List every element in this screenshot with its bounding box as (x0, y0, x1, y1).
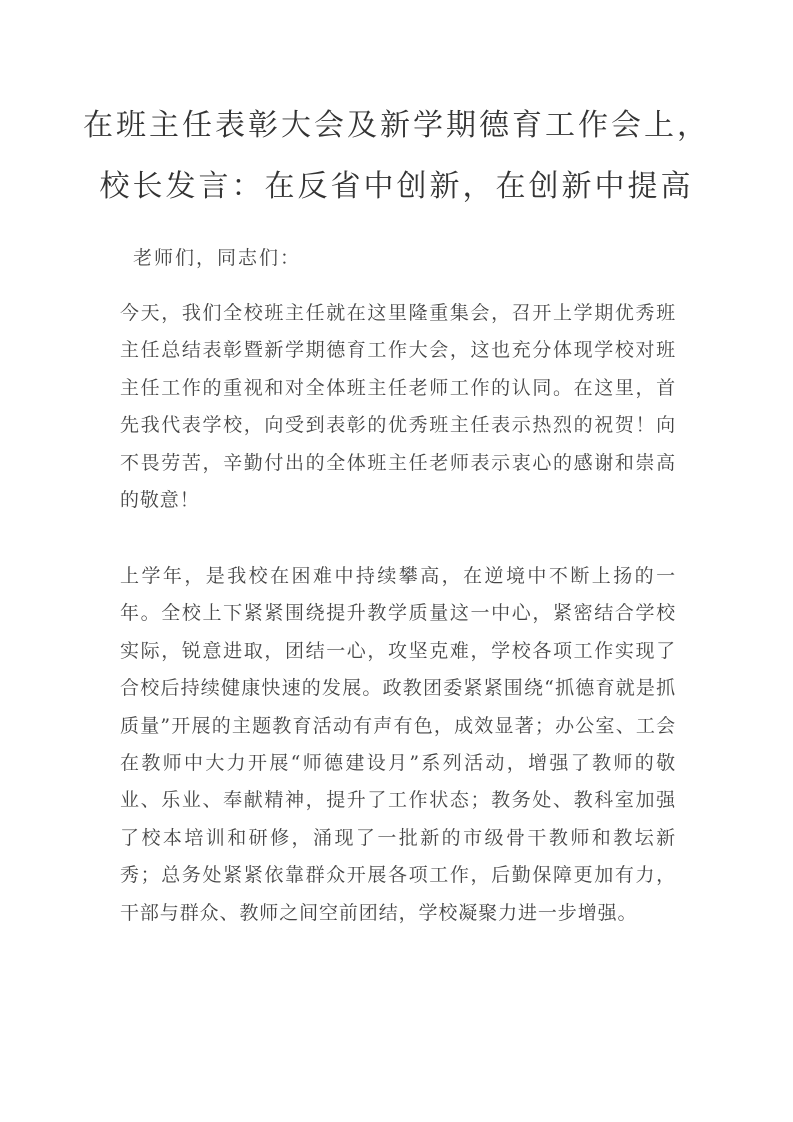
salutation: 老师们，同志们： (133, 247, 302, 269)
paragraph-2: 上学年，是我校在困难中持续攀高，在逆境中不断上扬的一年。全校上下紧紧围绕提升教学质量这一中心，紧密结合学校实际，锐意进取，团结一心，攻坚克难，学校各项工作实现了合校后持续健康快速的发展。政教团委紧紧围绕“抓德育就是抓质量”开展的主题教育活动有声有色，成效显著；办公室、工会在教师中大力开展“师德建设月”系列活动，增强了教师的敬业、乐业、奉献精神，提升了工作状态；教务处、教科室加强了校本培训和研修，涌现了一批新的市级骨干教师和教坛新秀；总务处紧紧依靠群众开展各项工作，后勤保障更加有力，干部与群众、教师之间空前团结，学校凝聚力进一步增强。 (120, 565, 676, 924)
paragraph-1: 今天，我们全校班主任就在这里隆重集会，召开上学期优秀班主任总结表彰暨新学期德育工作大会，这也充分体现学校对班主任工作的重视和对全体班主任老师工作的认同。在这里，首先我代表学校，向受到表彰的优秀班主任表示热烈的祝贺！向不畏劳苦，辛勤付出的全体班主任老师表示衷心的感谢和崇高的敬意！ (120, 302, 676, 512)
document-title-line-2: 校长发言：在反省中创新，在创新中提高 (99, 169, 694, 204)
document-title-line-1: 在班主任表彰大会及新学期德育工作会上， (83, 108, 710, 143)
